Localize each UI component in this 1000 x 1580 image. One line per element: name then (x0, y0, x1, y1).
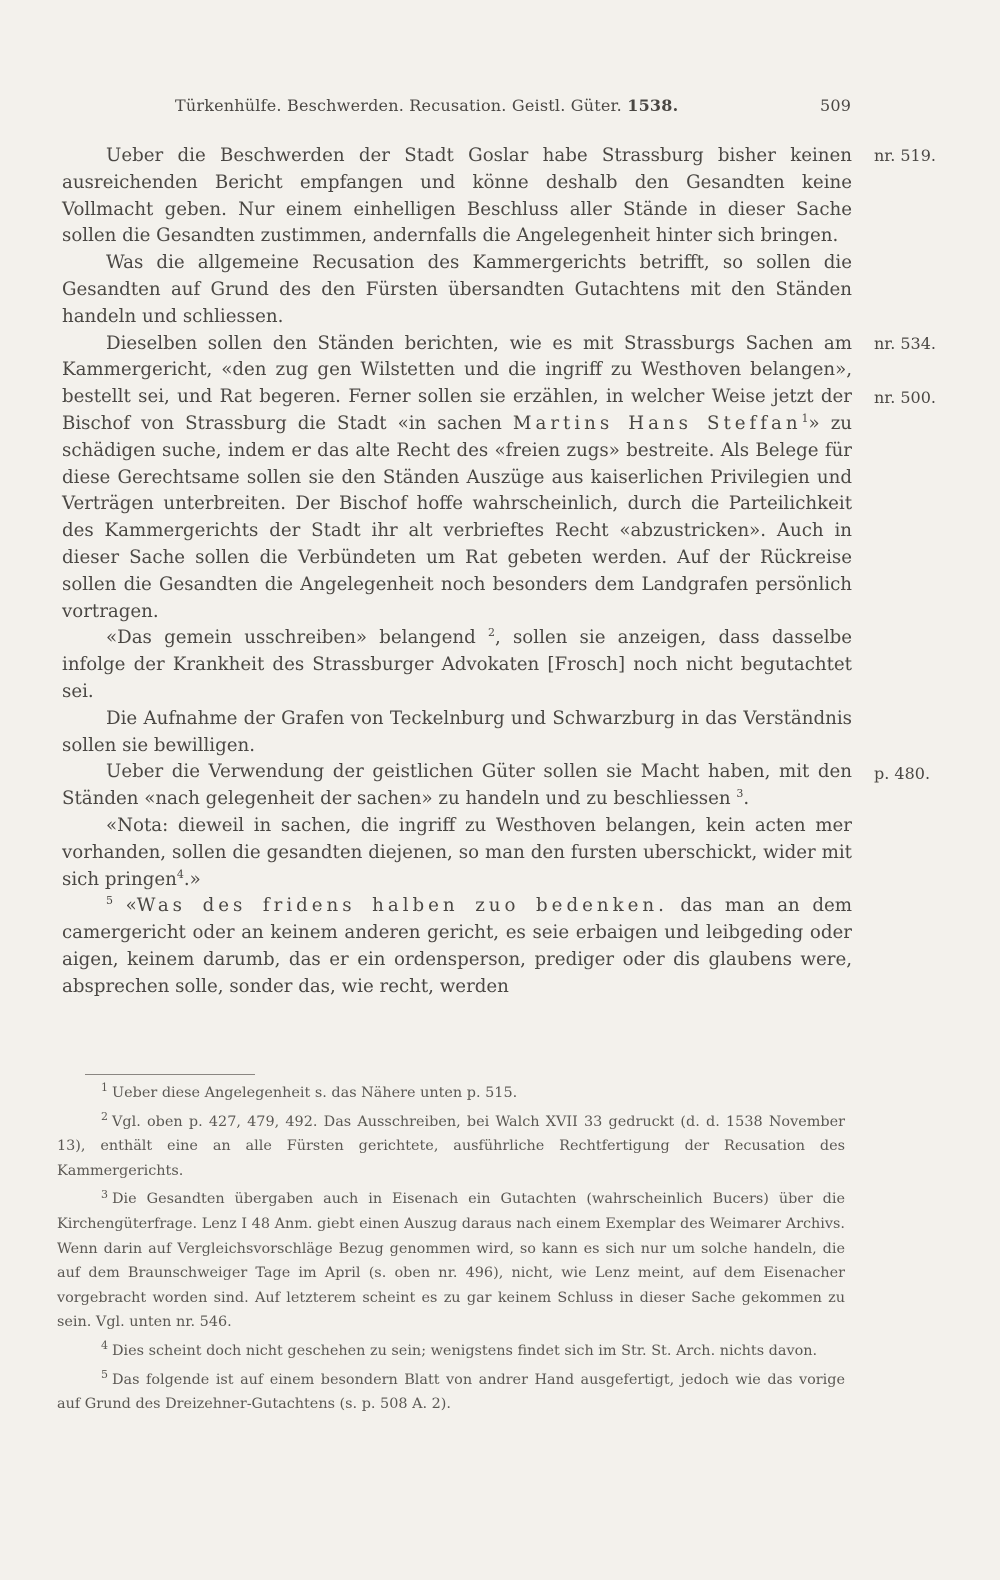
paragraph-nota: «Nota: dieweil in sachen, die ingriff zu Westhoven belangen, kein acten mer vorhanden, sollen die gesandten diejenen, so man den fursten uberschickt, wider mit sich pringen$^4$.» (62, 814, 852, 890)
body-text (62, 143, 852, 1001)
paragraph-strassburg-sachen: Dieselben sollen den Ständen berichten, wie es mit Strassburgs Sachen am Kammergericht, «den zug gen Wilstetten und die ingriff zu Westhoven belangen», bestellt sei, und Rat begeren. Ferner sollen sie erzählen, in welcher Weise jetzt der Bischof von Strassburg die Stadt «in sachen Martins Hans Steffan$^1$» zu schädigen suche, indem er das alte Recht des «freien zugs» bestreite. Als Belege für diese Gerechtsame sollen sie den Ständen Auszüge aus kaiserlichen Privilegien und Verträgen unterbreiten. Der Bischof hoffe wahrscheinlich, durch die Parteilichkeit des Kammergerichts der Stadt ihr alt verbrieftes Recht «abzustricken». Auch in dieser Sache sollen die Verbündeten um Rat gebeten werden. Auf der Rückreise sollen die Gesandten die Angelegenheit noch besonders dem Landgrafen persönlich vortragen. (62, 332, 852, 622)
footnote: $^5$ Das folgende ist auf einem besondern Blatt von andrer Hand ausgefertigt, jedoch wie das vorige auf Grund des Dreizehner-Gutachtens (s. p. 508 A. 2). (57, 1367, 845, 1413)
footnote: $^2$ Vgl. oben p. 427, 479, 492. Das Ausschreiben, bei Walch XVII 33 gedruckt (d. d. 1538 November 13), enthält eine an alle Fürsten gerichtete, ausführliche Rechtfertigung der Recusation des Kammergerichts. (57, 1109, 845, 1179)
footnote-number: 1 (101, 1081, 108, 1095)
paragraph-aufnahme: Die Aufnahme der Grafen von Teckelnburg und Schwarzburg in das Verständnis sollen sie bewilligen. (62, 707, 852, 756)
margin-note-p-480: p. 480. (874, 764, 931, 783)
margin-note-nr-534: nr. 534. (874, 334, 936, 353)
header-year: 1538. (627, 96, 679, 115)
page-number: 509 (820, 96, 852, 115)
footnote-number: 5 (101, 1367, 108, 1381)
spaced-name: Martins Hans Steffan (512, 412, 802, 434)
running-title: Türkenhülfe. Beschwerden. Recusation. Geistl. Güter. 1538. (175, 96, 679, 115)
footnote-ref-1: 1 (801, 411, 809, 425)
paragraph-geistliche-gueter: Ueber die Verwendung der geistlichen Güter sollen sie Macht haben, mit den Ständen «nach gelegenheit der sachen» zu handeln und zu beschliessen $^3$. (62, 761, 852, 810)
footnotes (57, 1081, 845, 1417)
spaced-heading: Was des fridens halben zuo bedenken. (136, 895, 668, 917)
footnote-rule (85, 1074, 255, 1075)
footnote: $^1$ Ueber diese Angelegenheit s. das Nähere unten p. 515. (101, 1081, 518, 1101)
margin-note-nr-519: nr. 519. (874, 146, 936, 165)
footnote-number: 2 (101, 1109, 108, 1123)
footnote-ref-3: 3 (736, 787, 744, 801)
footnote-ref-5: 5 (106, 894, 113, 908)
paragraph-goslar: Ueber die Beschwerden der Stadt Goslar habe Strassburg bisher keinen ausreichenden Bericht empfangen und könne deshalb den Gesandten keine Vollmacht geben. Nur einem einhelligen Beschluss aller Stände in dieser Sache sollen die Gesandten zustimmen, andernfalls die Angelegenheit hinter sich bringen. (62, 145, 852, 247)
footnote: $^4$ Dies scheint doch nicht geschehen zu sein; wenigstens findet sich im Str. St. Arch. nichts davon. (101, 1339, 818, 1359)
footnote-ref-2: 2 (487, 626, 495, 640)
footnote-number: 4 (101, 1339, 108, 1353)
margin-note-nr-500: nr. 500. (874, 388, 936, 407)
footnote-ref-4: 4 (176, 867, 184, 881)
footnote: $^3$ Die Gesandten übergaben auch in Eisenach ein Gutachten (wahrscheinlich Bucers) über die Kirchengüterfrage. Lenz I 48 Anm. giebt einen Auszug daraus nach einem Exemplar des Weimarer Archivs. Wenn darin auf Vergleichsvorschläge Bezug genommen wird, so kann es sich nur um solche handeln, die auf dem Braunschweiger Tage im April (s. oben nr. 496), nicht, wie Lenz meint, auf dem Eisenacher vorgebracht worden sind. Auf letzterem scheint es zu gar keinem Schluss in dieser Sache gekommen zu sein. Vgl. unten nr. 546. (57, 1187, 845, 1331)
paragraph-usschreiben: «Das gemein usschreiben» belangend $^2$, sollen sie anzeigen, dass dasselbe infolge der Krankheit des Strassburger Advokaten [Frosch] noch nicht begutachtet sei. (62, 626, 852, 702)
paragraph-recusation: Was die allgemeine Recusation des Kammergerichts betrifft, so sollen die Gesandten auf Grund des den Fürsten übersandten Gutachtens mit den Ständen handeln und schliessen. (62, 252, 852, 327)
paragraph-fridens: $^5$ «Was des fridens halben zuo bedenken. das man an dem camergericht oder an keinem anderen gericht, es seie erbaigen und leibgeding oder aigen, keinem darumb, das er ein ordensperson, prediger oder dis glaubens were, absprechen solle, sonder das, wie recht, werden (62, 894, 852, 997)
footnote-number: 3 (101, 1187, 108, 1201)
